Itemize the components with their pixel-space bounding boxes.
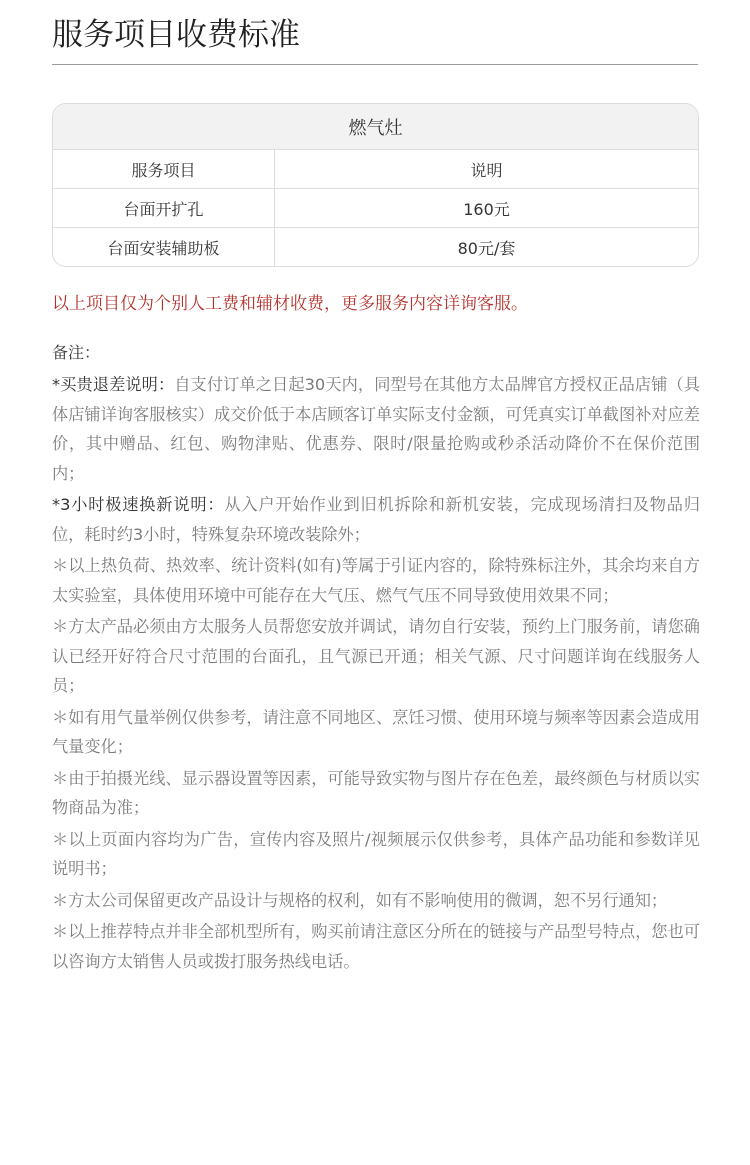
note-text: ＊以上页面内容均为广告，宣传内容及照片/视频展示仅供参考，具体产品功能和参数详见说明书；: [52, 829, 700, 878]
note-lead: *3小时极速换新说明：: [52, 495, 225, 514]
table-cell-price: 160元: [463, 199, 510, 219]
note-text: ＊方太产品必须由方太服务人员帮您安放并调试，请勿自行安装，预约上门服务前，请您确认已经开好符合尺寸范围的台面孔，且气源已开通；相关气源、尺寸问题详询在线服务人员；: [52, 617, 700, 695]
fee-notice: 以上项目仅为个别人工费和辅材收费，更多服务内容详询客服。: [52, 294, 528, 314]
note-text: ＊由于拍摄光线、显示器设置等因素，可能导致实物与图片存在色差，最终颜色与材质以实物商品为准；: [52, 768, 700, 817]
note-text: 自支付订单之日起30天内，同型号在其他方太品牌官方授权正品店铺（具体店铺详询客服核实）成交价低于本店顾客订单实际支付金额，可凭真实订单截图补对应差价，其中赠品、红包、购物津贴、优惠券、限时/限量抢购或秒杀活动降价不在保价范围内；: [52, 375, 700, 483]
note-text: ＊以上热负荷、热效率、统计资料(如有)等属于引证内容的，除特殊标注外，其余均来自方太实验室，具体使用环境中可能存在大气压、燃气气压不同导致使用效果不同；: [52, 556, 700, 605]
table-title: 燃气灶: [53, 104, 698, 150]
title-divider: [52, 64, 698, 65]
table-row: [53, 189, 698, 228]
note-heat-data: [52, 551, 700, 610]
note-design-rights: [52, 886, 700, 916]
table-cell-service: 台面安装辅助板: [53, 228, 275, 266]
note-lead: *买贵退差说明：: [52, 375, 175, 394]
notes-label: 备注：: [52, 343, 101, 362]
note-price-protection: [52, 370, 700, 488]
note-advertising: [52, 825, 700, 884]
note-text: 从入户开始作业到旧机拆除和新机安装，完成现场清扫及物品归位，耗时约3小时，特殊复杂环境改装除外；: [52, 495, 700, 544]
note-text: ＊以上推荐特点并非全部机型所有，购买前请注意区分所在的链接与产品型号特点，您也可以咨询方太销售人员或拨打服务热线电话。: [52, 922, 700, 971]
note-installation: [52, 612, 700, 701]
note-quick-replacement: [52, 490, 700, 549]
table-cell-price: 80元/套: [457, 238, 516, 258]
note-color-difference: [52, 764, 700, 823]
column-header-description: 说明: [470, 160, 503, 180]
table-row: [53, 228, 698, 266]
service-fee-table: [52, 103, 699, 267]
notes-list: [52, 370, 700, 978]
note-features: [52, 917, 700, 976]
column-header-service: 服务项目: [53, 150, 275, 188]
page-title: 服务项目收费标准: [52, 17, 300, 53]
table-cell-service: 台面开扩孔: [53, 189, 275, 227]
table-header-row: [53, 150, 698, 189]
note-text: ＊如有用气量举例仅供参考，请注意不同地区、烹饪习惯、使用环境与频率等因素会造成用气量变化；: [52, 707, 700, 756]
note-gas-consumption: [52, 703, 700, 762]
note-text: ＊方太公司保留更改产品设计与规格的权利，如有不影响使用的微调，恕不另行通知；: [52, 890, 668, 910]
